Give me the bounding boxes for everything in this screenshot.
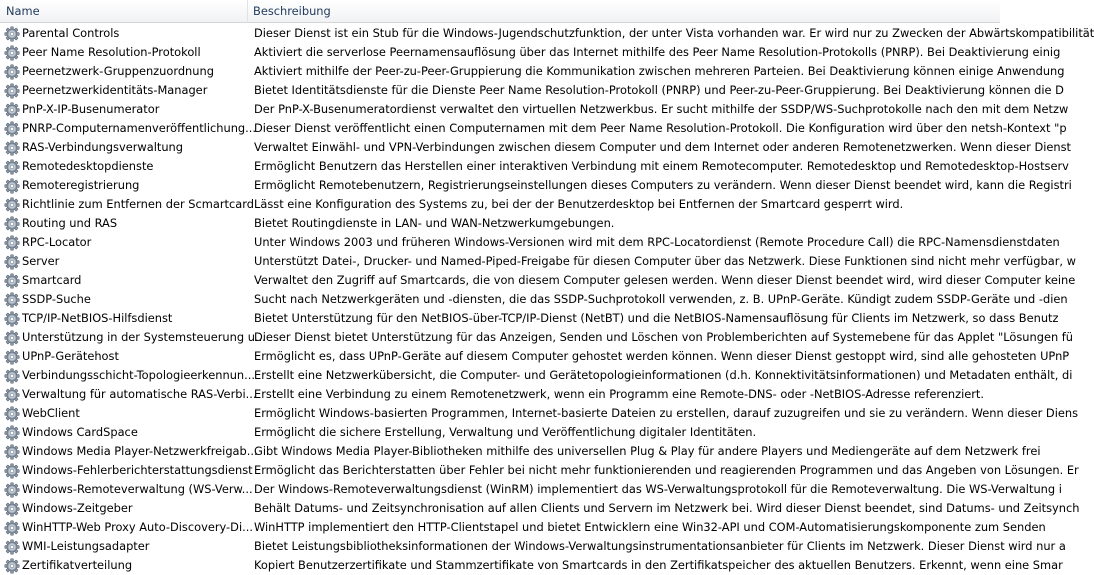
service-name: RAS-Verbindungsverwaltung — [22, 140, 183, 154]
service-description: Ermöglicht Windows-basierten Programmen, Internet-basierte Dateien zu erstellen, darauf zuzugreifen und sie zu verändern. Wenn dieser Diens — [254, 406, 1079, 420]
gear-icon — [4, 368, 20, 384]
gear-icon — [4, 121, 20, 137]
service-name-cell — [0, 461, 253, 480]
service-name: UPnP-Gerätehost — [22, 349, 119, 363]
service-row[interactable] — [0, 556, 1063, 575]
service-row[interactable] — [0, 157, 1069, 176]
service-name-cell — [0, 43, 248, 62]
gear-icon — [4, 102, 20, 118]
service-name: PnP-X-IP-Busenumerator — [22, 102, 160, 116]
service-name-cell — [0, 347, 248, 366]
service-row[interactable] — [0, 62, 1065, 81]
gear-icon — [4, 235, 20, 251]
service-description: Dieser Dienst veröffentlicht einen Computernamen mit dem Peer Name Resolution-Protokoll. Die Konfiguration wird über den netsh-Kontext "p — [254, 121, 1067, 135]
service-row[interactable] — [0, 271, 1076, 290]
service-name: Windows Media Player-Netzwerkfreigab... — [22, 444, 258, 458]
service-description: Aktiviert mithilfe der Peer-zu-Peer-Gruppierung die Kommunikation zwischen mehreren Parteien. Bei Deaktivierung können einige Anwendung — [254, 64, 1065, 78]
service-name: Windows-Zeitgeber — [22, 501, 133, 515]
service-name-cell — [0, 518, 253, 537]
service-name: Verwaltung für automatische RAS-Verbi... — [22, 387, 257, 401]
gear-icon — [4, 216, 20, 232]
service-name-cell — [0, 214, 248, 233]
gear-icon — [4, 83, 20, 99]
service-row[interactable] — [0, 461, 1079, 480]
service-name: Parental Controls — [22, 26, 120, 40]
service-name: Peernetzwerk-Gruppenzuordnung — [22, 64, 214, 78]
service-name-cell — [0, 423, 248, 442]
service-description: Kopiert Benutzerzertifikate und Stammzertifikate von Smartcards in den Zertifikatspeicher des aktuellen Benutzers. Erkennt, wenn eine Smar — [254, 558, 1063, 572]
service-name-cell — [0, 556, 248, 575]
service-name-cell — [0, 195, 254, 214]
gear-icon — [4, 387, 20, 403]
service-name-cell — [0, 119, 257, 138]
gear-icon — [4, 330, 20, 346]
service-row[interactable] — [0, 499, 1080, 518]
service-description: Bietet Identitätsdienste für die Dienste Peer Name Resolution-Protokoll (PNRP) und Peer-zu-Peer-Gruppierung. Bei Deaktivierung können die D — [254, 83, 1064, 97]
service-description: Erstellt eine Verbindung zu einem Remotenetzwerk, wenn ein Programm eine Remote-DNS- oder -NetBIOS-Adresse referenziert. — [254, 387, 985, 401]
service-description: WinHTTP implementiert den HTTP-Clientstapel und bietet Entwicklern eine Win32-API und COM-Automatisierungskomponente zum Senden — [254, 520, 1046, 534]
column-header-row — [0, 0, 1000, 23]
gear-icon — [4, 444, 20, 460]
service-row[interactable] — [0, 233, 1060, 252]
service-name-cell — [0, 366, 255, 385]
gear-icon — [4, 463, 20, 479]
service-name: Verbindungsschicht-Topologieerkennun... — [22, 368, 255, 382]
service-row[interactable] — [0, 100, 1069, 119]
service-row[interactable] — [0, 480, 1062, 499]
service-name: SSDP-Suche — [22, 292, 91, 306]
service-row[interactable] — [0, 423, 1000, 442]
service-name-cell — [0, 385, 257, 404]
service-description: Dieser Dienst ist ein Stub für die Windows-Jugendschutzfunktion, der unter Vista vorhanden war. Er wird nur zu Zwecken der Abwärtskompatibilität — [254, 26, 1094, 40]
service-name-cell — [0, 157, 248, 176]
service-name-cell — [0, 290, 248, 309]
gear-icon — [4, 254, 20, 270]
service-description: Verwaltet den Zugriff auf Smartcards, die von diesem Computer gelesen werden. Wenn dieser Dienst beendet wird, wird dieser Computer keine — [254, 273, 1076, 287]
service-row[interactable] — [0, 119, 1067, 138]
service-name: Windows-Fehlerberichterstattungsdienst — [22, 463, 253, 477]
service-name-cell — [0, 480, 253, 499]
service-name-cell — [0, 404, 248, 423]
gear-icon — [4, 159, 20, 175]
service-description: Unterstützt Datei-, Drucker- und Named-Piped-Freigabe für diesen Computer über das Netzwerk. Diese Funktionen sind nicht mehr verfügbar, w — [254, 254, 1076, 268]
service-description: Der PnP-X-Busenumeratordienst verwaltet den virtuellen Netzwerkbus. Er sucht mithilfe der SSDP/WS-Suchprotokolle nach den mit dem Netzw — [254, 102, 1069, 116]
gear-icon — [4, 45, 20, 61]
service-row[interactable] — [0, 24, 1094, 43]
service-description: Ermöglicht das Berichterstatten über Fehler bei nicht mehr funktionierenden und reagierenden Programmen und das Angeben von Lösungen. Er — [254, 463, 1079, 477]
service-name: WebClient — [22, 406, 80, 420]
service-name: Routing und RAS — [22, 216, 118, 230]
service-description: Verwaltet Einwähl- und VPN-Verbindungen zwischen diesem Computer und dem Internet oder anderen Remotenetzwerken. Wenn dieser Dienst — [254, 140, 1072, 154]
service-name: Peernetzwerkidentitäts-Manager — [22, 83, 208, 97]
service-description: Unter Windows 2003 und früheren Windows-Versionen wird mit dem RPC-Locatordienst (Remote Procedure Call) die RPC-Namensdienstdaten — [254, 235, 1060, 249]
gear-icon — [4, 292, 20, 308]
service-name: WinHTTP-Web Proxy Auto-Discovery-Di... — [22, 520, 253, 534]
gear-icon — [4, 425, 20, 441]
service-rows — [0, 24, 1094, 575]
service-name-cell — [0, 233, 248, 252]
gear-icon — [4, 482, 20, 498]
service-row[interactable] — [0, 176, 1072, 195]
service-name-cell — [0, 271, 248, 290]
service-name-cell — [0, 252, 248, 271]
service-name: WMI-Leistungsadapter — [22, 539, 150, 553]
service-description: Gibt Windows Media Player-Bibliotheken mithilfe des universellen Plug & Play für andere Players und Mediengeräte auf dem Netzwerk frei — [254, 444, 1041, 458]
service-description: Der Windows-Remoteverwaltungsdienst (WinRM) implementiert das WS-Verwaltungsprotokoll für die Remoteverwaltung. Die WS-Verwaltung i — [254, 482, 1062, 496]
service-name-cell — [0, 138, 248, 157]
service-name: Remoteregistrierung — [22, 178, 140, 192]
gear-icon — [4, 273, 20, 289]
service-description: Aktiviert die serverlose Peernamensauflösung über das Internet mithilfe des Peer Name Resolution-Protokolls (PNRP). Bei Deaktivierung einig — [254, 45, 1061, 59]
gear-icon — [4, 140, 20, 156]
service-row[interactable] — [0, 518, 1046, 537]
gear-icon — [4, 406, 20, 422]
service-description: Erstellt eine Netzwerkübersicht, die Computer- und Gerätetopologieinformationen (d.h. Konnektivitätsinformationen) und Metadaten enthält, di — [254, 368, 1073, 382]
service-name: Smartcard — [22, 273, 82, 287]
gear-icon — [4, 64, 20, 80]
service-name-cell — [0, 442, 258, 461]
gear-icon — [4, 501, 20, 517]
service-row[interactable] — [0, 252, 1076, 271]
gear-icon — [4, 349, 20, 365]
service-name: Unterstützung in der Systemsteuerung u... — [22, 330, 266, 344]
gear-icon — [4, 26, 20, 42]
service-name: Richtlinie zum Entfernen der Scmartcard — [22, 197, 254, 211]
service-description: Ermöglicht Benutzern das Herstellen einer interaktiven Verbindung mit einem Remotecomputer. Remotedesktop und Remotedesktop-Hostserv — [254, 159, 1069, 173]
service-description: Sucht nach Netzwerkgeräten und -diensten, die das SSDP-Suchprotokoll verwenden, z. B. UPnP-Geräte. Kündigt zudem SSDP-Geräte und -dien — [254, 292, 1068, 306]
service-row[interactable] — [0, 385, 1000, 404]
service-row[interactable] — [0, 347, 1070, 366]
service-description: Ermöglicht Remotebenutzern, Registrierungseinstellungen dieses Computers zu verändern. Wenn dieser Dienst beendet wird, kann die Registri — [254, 178, 1072, 192]
column-header-description[interactable]: Beschreibung — [253, 4, 331, 18]
gear-icon — [4, 178, 20, 194]
service-row[interactable] — [0, 43, 1061, 62]
service-name-cell — [0, 81, 248, 100]
service-row[interactable] — [0, 442, 1041, 461]
service-description: Bietet Leistungsbibliotheksinformationen der Windows-Verwaltungsinstrumentationsanbieter für Clients im Netzwerk. Dieser Dienst wird nur a — [254, 539, 1066, 553]
service-row[interactable] — [0, 214, 1000, 233]
service-name: Server — [22, 254, 60, 268]
service-name-cell — [0, 309, 248, 328]
service-name-cell — [0, 499, 248, 518]
service-description: Lässt eine Konfiguration des Systems zu, bei der der Benutzerdesktop bei Entfernen der Smartcard gesperrt wird. — [254, 197, 904, 211]
service-description: Dieser Dienst bietet Unterstützung für das Anzeigen, Senden und Löschen von Problemberichten auf Systemebene für das Applet "Lösungen fü — [254, 330, 1074, 344]
column-header-name[interactable]: Name — [0, 0, 248, 23]
service-name: Zertifikatverteilung — [22, 558, 133, 572]
service-name: Peer Name Resolution-Protokoll — [22, 45, 201, 59]
gear-icon — [4, 197, 20, 213]
service-description: Behält Datums- und Zeitsynchronisation auf allen Clients und Servern im Netzwerk bei. Wird dieser Dienst beendet, sind Datums- und Zeitsynch — [254, 501, 1080, 515]
service-name: Windows-Remoteverwaltung (WS-Verw... — [22, 482, 253, 496]
service-description: Bietet Routingdienste in LAN- und WAN-Netzwerkumgebungen. — [254, 216, 615, 230]
service-row[interactable] — [0, 195, 1000, 214]
service-row[interactable] — [0, 328, 1074, 347]
service-name: TCP/IP-NetBIOS-Hilfsdienst — [22, 311, 173, 325]
gear-icon — [4, 558, 20, 574]
service-row[interactable] — [0, 366, 1073, 385]
gear-icon — [4, 539, 20, 555]
gear-icon — [4, 520, 20, 536]
service-name-cell — [0, 24, 248, 43]
service-name-cell — [0, 100, 248, 119]
service-name: Windows CardSpace — [22, 425, 138, 439]
service-description: Ermöglicht die sichere Erstellung, Verwaltung und Veröffentlichung digitaler Identitäten. — [254, 425, 757, 439]
service-row[interactable] — [0, 537, 1066, 556]
service-row[interactable] — [0, 138, 1072, 157]
gear-icon — [4, 311, 20, 327]
service-row[interactable] — [0, 290, 1068, 309]
service-row[interactable] — [0, 404, 1079, 423]
service-name: PNRP-Computernamenveröffentlichung... — [22, 121, 257, 135]
service-row[interactable] — [0, 81, 1064, 100]
service-name: Remotedesktopdienste — [22, 159, 154, 173]
service-name-cell — [0, 328, 266, 347]
service-row[interactable] — [0, 309, 1059, 328]
service-name-cell — [0, 176, 248, 195]
service-description: Bietet Unterstützung für den NetBIOS-über-TCP/IP-Dienst (NetBT) und die NetBIOS-Namensauflösung für Clients im Netzwerk, so dass Benutz — [254, 311, 1059, 325]
service-name-cell — [0, 537, 248, 556]
service-name: RPC-Locator — [22, 235, 92, 249]
service-name-cell — [0, 62, 248, 81]
service-description: Ermöglicht es, dass UPnP-Geräte auf diesem Computer gehostet werden können. Wenn dieser Dienst gestoppt wird, sind alle gehosteten UPnP — [254, 349, 1070, 363]
